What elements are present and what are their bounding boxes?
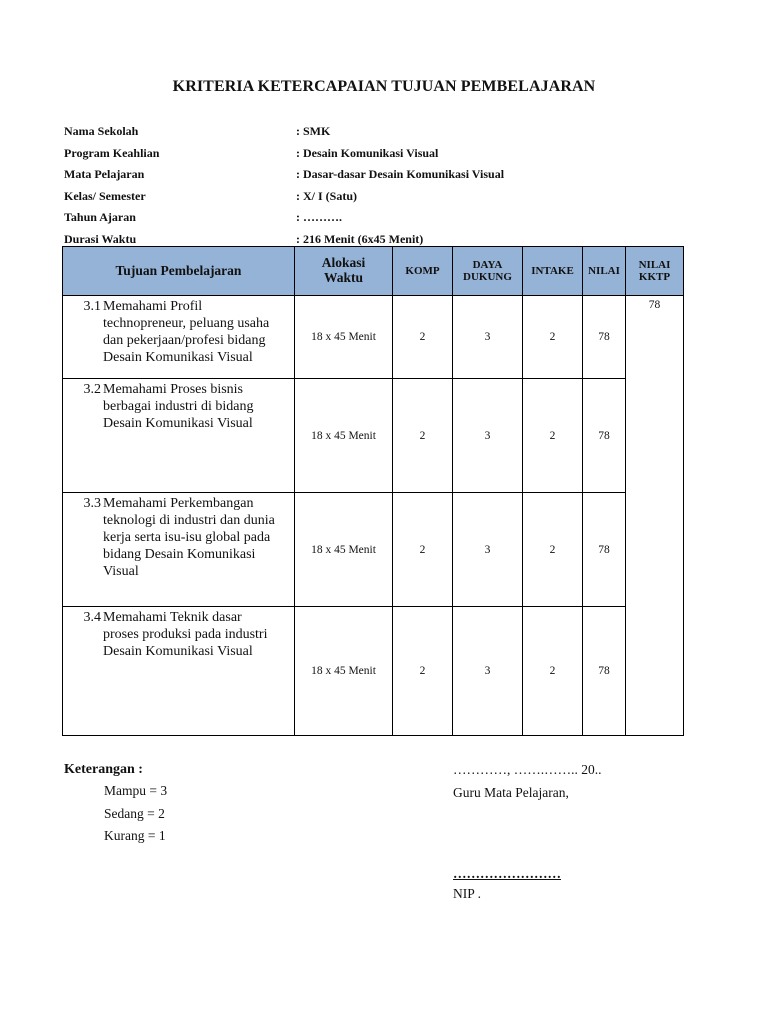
cell-nilai-kktp: 78 (626, 296, 684, 736)
tujuan-text (103, 298, 290, 366)
signature-place-date: …………, …….…….. 20.. (453, 762, 602, 777)
table-row (63, 607, 684, 736)
info-row-nama-sekolah (64, 121, 684, 143)
header-alokasi-line2: Waktu (323, 270, 364, 285)
header-daya-dukung (453, 247, 523, 296)
tujuan-line: Memahami Teknik dasar (103, 610, 242, 625)
table-row (63, 379, 684, 493)
tujuan-line: Memahami Profil (103, 299, 203, 314)
cell-komp: 2 (393, 607, 453, 736)
info-row-tahun-ajaran (64, 207, 684, 229)
cell-intake: 2 (523, 493, 583, 607)
keterangan (64, 762, 168, 843)
info-row-kelas-semester (64, 186, 684, 208)
header-kktp-line1: NILAI (638, 258, 671, 271)
info-label: Nama Sekolah (64, 124, 139, 138)
cell-tujuan (63, 296, 295, 379)
info-value: : SMK (296, 124, 331, 138)
cell-nilai: 78 (583, 607, 626, 736)
cell-komp: 2 (393, 379, 453, 493)
tujuan-line: teknologi di industri dan dunia (103, 513, 275, 528)
info-label: Program Keahlian (64, 145, 160, 160)
info-label: Tahun Ajaran (64, 210, 136, 225)
info-value: : Dasar-dasar Desain Komunikasi Visual (296, 167, 505, 182)
tujuan-line: Desain Komunikasi Visual (103, 644, 253, 659)
table-row (63, 493, 684, 607)
header-intake: INTAKE (523, 247, 583, 296)
cell-alokasi: 18 x 45 Menit (295, 493, 393, 607)
document-title: KRITERIA KETERCAPAIAN TUJUAN PEMBELAJARAN (172, 78, 596, 95)
cell-daya-dukung: 3 (453, 493, 523, 607)
tujuan-number: 3.4 (83, 610, 101, 625)
tujuan-number: 3.1 (83, 299, 101, 314)
header-daya-line2: DUKUNG (463, 271, 512, 283)
cell-daya-dukung: 3 (453, 379, 523, 493)
tujuan-line: Visual (103, 564, 139, 579)
tujuan-text (103, 381, 290, 432)
identity-info (64, 121, 684, 251)
cell-intake: 2 (523, 379, 583, 493)
cell-nilai: 78 (583, 296, 626, 379)
tujuan-line: kerja serta isu-isu global pada (103, 530, 271, 545)
cell-nilai: 78 (583, 379, 626, 493)
tujuan-number: 3.2 (83, 382, 101, 397)
tujuan-line: bidang Desain Komunikasi (103, 547, 256, 562)
cell-komp: 2 (393, 493, 453, 607)
cell-tujuan (63, 379, 295, 493)
info-label: Durasi Waktu (64, 231, 137, 246)
cell-alokasi: 18 x 45 Menit (295, 296, 393, 379)
header-alokasi-line1: Alokasi (321, 255, 366, 271)
keterangan-item-mampu: Mampu = 3 (104, 783, 168, 798)
cell-tujuan (63, 607, 295, 736)
signature-name-line: …………………… (453, 866, 561, 881)
cell-intake: 2 (523, 296, 583, 379)
tujuan-line: technopreneur, peluang usaha (103, 316, 270, 331)
signature-role: Guru Mata Pelajaran, (453, 785, 569, 800)
tujuan-text (103, 495, 290, 580)
info-label: Mata Pelajaran (64, 167, 145, 182)
header-tujuan: Tujuan Pembelajaran (63, 247, 295, 296)
header-komp: KOMP (393, 247, 453, 296)
cell-tujuan (63, 493, 295, 607)
cell-intake: 2 (523, 607, 583, 736)
info-label: Kelas/ Semester (64, 188, 146, 203)
tujuan-line: proses produksi pada industri (103, 627, 268, 642)
cell-daya-dukung: 3 (453, 607, 523, 736)
header-alokasi (295, 247, 393, 296)
header-kktp-line2: KKTP (638, 271, 671, 283)
tujuan-text (103, 609, 290, 660)
table-header-row (63, 247, 684, 296)
info-value: : 216 Menit (6x45 Menit) (296, 231, 424, 246)
keterangan-item-kurang: Kurang = 1 (104, 828, 166, 843)
cell-nilai: 78 (583, 493, 626, 607)
keterangan-title: Keterangan : (64, 762, 143, 777)
tujuan-line: Memahami Perkembangan (103, 496, 254, 511)
info-row-program-keahlian (64, 143, 684, 165)
kktp-table (62, 246, 684, 736)
info-value: : ………. (296, 210, 342, 225)
tujuan-line: Desain Komunikasi Visual (103, 350, 253, 365)
cell-alokasi: 18 x 45 Menit (295, 379, 393, 493)
table-row (63, 296, 684, 379)
tujuan-line: Memahami Proses bisnis (103, 382, 243, 397)
cell-alokasi: 18 x 45 Menit (295, 607, 393, 736)
tujuan-number: 3.3 (83, 496, 101, 511)
header-nilai: NILAI (583, 247, 626, 296)
tujuan-line: berbagai industri di bidang (103, 399, 254, 414)
info-row-mata-pelajaran (64, 164, 684, 186)
keterangan-item-sedang: Sedang = 2 (104, 806, 165, 821)
cell-komp: 2 (393, 296, 453, 379)
tujuan-line: dan pekerjaan/profesi bidang (103, 333, 266, 348)
header-nilai-kktp (626, 247, 684, 296)
info-value: : X/ I (Satu) (296, 188, 358, 203)
tujuan-line: Desain Komunikasi Visual (103, 416, 253, 431)
info-value: : Desain Komunikasi Visual (296, 145, 439, 160)
signature-nip: NIP . (453, 886, 482, 901)
cell-daya-dukung: 3 (453, 296, 523, 379)
header-daya-line1: DAYA (472, 258, 503, 271)
